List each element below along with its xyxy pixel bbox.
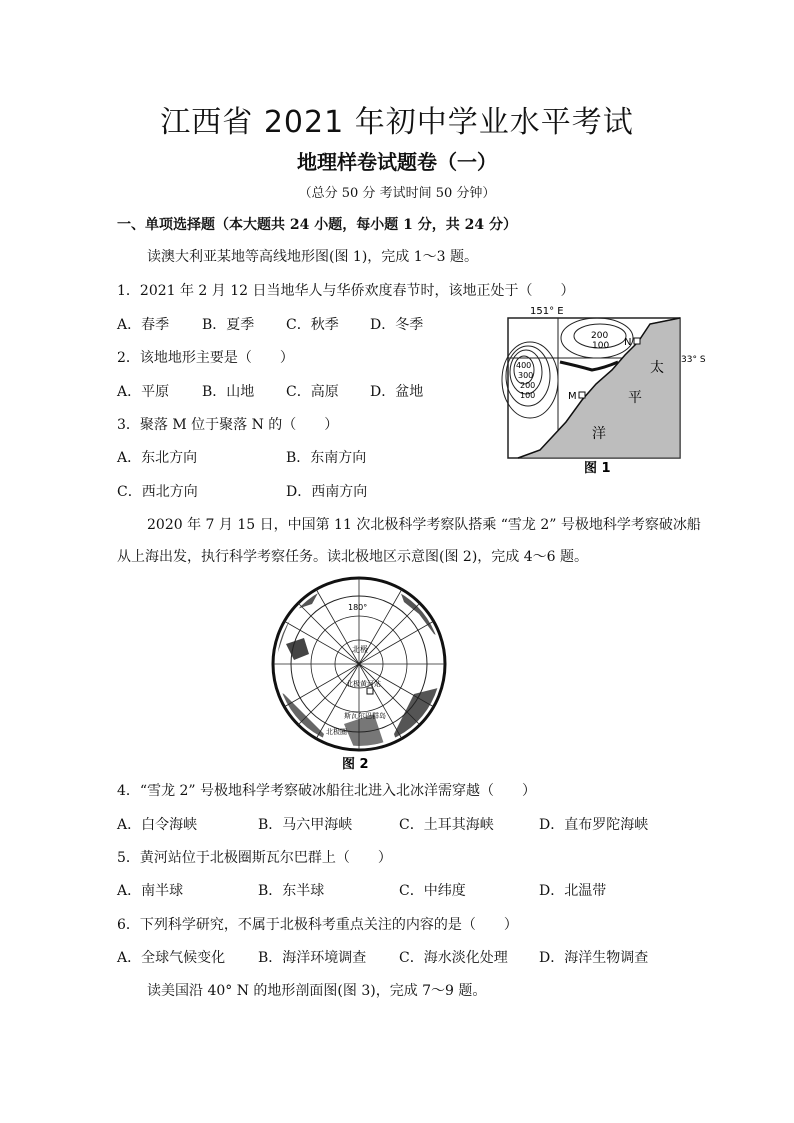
intro-figure1: 读澳大利亚某地等高线地形图(图 1)，完成 1～3 题。 — [147, 249, 478, 265]
q1-option-b: B．夏季 — [202, 317, 255, 333]
fig1-settlement-n: N — [624, 337, 632, 348]
q4-option-c: C．土耳其海峡 — [399, 817, 494, 833]
q5-option-a: A．南半球 — [117, 883, 184, 899]
q6-option-c: C．海水淡化处理 — [399, 950, 508, 966]
section-heading: 一、单项选择题（本大题共 24 小题，每小题 1 分，共 24 分） — [117, 217, 517, 233]
fig1-contour-200b: 200 — [520, 381, 536, 390]
q6-option-a: A．全球气候变化 — [117, 950, 226, 966]
fig1-contour-100a: 100 — [592, 341, 610, 351]
intro-figure3: 读美国沿 40° N 的地形剖面图(图 3)，完成 7～9 题。 — [147, 983, 487, 999]
intro-figure2-line1: 2020 年 7 月 15 日，中国第 11 次北极科学考察队搭乘 “雪龙 2” 号极地科学考察破冰船 — [147, 517, 701, 533]
figure-1-contour-map — [500, 300, 706, 480]
question-6-stem: 6．下列科学研究，不属于北极科考重点关注的内容的是（ ） — [117, 917, 518, 933]
fig1-ocean-char-2: 平 — [628, 390, 642, 406]
q3-option-c: C．西北方向 — [117, 484, 198, 500]
fig2-caption: 图 2 — [342, 757, 369, 772]
fig1-ocean-char-1: 太 — [650, 360, 664, 376]
fig2-islands-label: 斯瓦尔巴群岛 — [344, 712, 386, 720]
fig1-caption: 图 1 — [584, 461, 611, 476]
q5-option-d: D．北温带 — [539, 883, 607, 899]
q1-option-d: D．冬季 — [370, 317, 424, 333]
q1-option-c: C．秋季 — [286, 317, 339, 333]
q6-option-b: B．海洋环境调查 — [258, 950, 367, 966]
q2-option-c: C．高原 — [286, 384, 339, 400]
question-5-stem: 5．黄河站位于北极圈斯瓦尔巴群上（ ） — [117, 850, 392, 866]
q3-option-b: B．东南方向 — [286, 450, 367, 466]
intro-figure2-line2: 从上海出发，执行科学考察任务。读北极地区示意图(图 2)，完成 4～6 题。 — [117, 549, 588, 565]
fig2-meridian-label: 180° — [348, 603, 368, 612]
fig1-contour-200a: 200 — [591, 331, 609, 341]
fig2-circle-label: 北极圈 — [326, 728, 347, 736]
fig1-lon-label: 151° E — [530, 306, 564, 317]
question-1-stem: 1．2021 年 2 月 12 日当地华人与华侨欢度春节时，该地正处于（ ） — [117, 283, 575, 299]
fig2-station-label: 北极黄河站 — [346, 680, 381, 688]
q2-option-b: B．山地 — [202, 384, 255, 400]
exam-title: 江西省 2021 年初中学业水平考试 — [160, 105, 634, 140]
question-3-stem: 3．聚落 M 位于聚落 N 的（ ） — [117, 417, 339, 433]
fig1-contour-300: 300 — [518, 371, 534, 380]
fig1-ocean-char-3: 洋 — [592, 426, 606, 442]
figure-2-arctic-map — [264, 574, 454, 774]
q4-option-d: D．直布罗陀海峡 — [539, 817, 649, 833]
q5-option-c: C．中纬度 — [399, 883, 466, 899]
q1-option-a: A．春季 — [117, 317, 170, 333]
q2-option-a: A．平原 — [117, 384, 170, 400]
q3-option-a: A．东北方向 — [117, 450, 198, 466]
exam-meta: （总分 50 分 考试时间 50 分钟） — [298, 186, 496, 201]
fig2-pole-label: 北极 — [352, 645, 368, 654]
q3-option-d: D．西南方向 — [286, 484, 368, 500]
q2-option-d: D．盆地 — [370, 384, 424, 400]
q4-option-b: B．马六甲海峡 — [258, 817, 353, 833]
q6-option-d: D．海洋生物调查 — [539, 950, 649, 966]
exam-subtitle: 地理样卷试题卷（一） — [297, 150, 497, 174]
fig1-lat-label: 33° S — [681, 355, 706, 365]
fig1-contour-100b: 100 — [520, 391, 536, 400]
q5-option-b: B．东半球 — [258, 883, 325, 899]
question-2-stem: 2．该地地形主要是（ ） — [117, 350, 294, 366]
q4-option-a: A．白令海峡 — [117, 817, 198, 833]
fig1-contour-400: 400 — [516, 361, 532, 370]
fig1-settlement-m: M — [568, 391, 577, 402]
question-4-stem: 4．“雪龙 2” 号极地科学考察破冰船往北进入北冰洋需穿越（ ） — [117, 783, 537, 799]
